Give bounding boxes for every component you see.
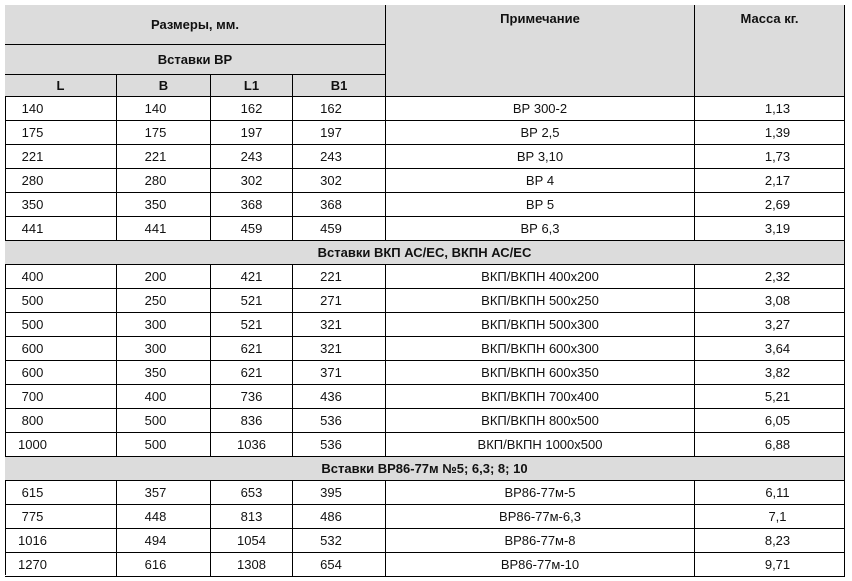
mass-header: Масса кг.: [695, 5, 845, 97]
cell-B: [117, 481, 211, 505]
cell-L1-value: 243: [240, 149, 263, 164]
cell-mass: [695, 433, 845, 457]
cell-B-value: 441: [144, 221, 167, 236]
cell-mass-value: 9,71: [764, 557, 791, 572]
cell-B: [117, 289, 211, 313]
cell-L-value: 441: [21, 221, 44, 236]
cell-mass: [695, 97, 845, 121]
cell-note: [386, 337, 695, 361]
cell-B: [117, 553, 211, 577]
cell-note: [386, 361, 695, 385]
col-header-B: B: [117, 75, 211, 97]
cell-note-value: ВКП/ВКПН 700х400: [481, 389, 599, 404]
cell-B1-value: 162: [320, 101, 342, 116]
cell-mass-value: 1,13: [764, 101, 791, 116]
cell-L1-value: 521: [240, 293, 263, 308]
cell-L: [5, 553, 117, 577]
cell-B1-value: 243: [320, 149, 342, 164]
cell-mass: [695, 385, 845, 409]
cell-B-value: 350: [144, 197, 167, 212]
cell-L-value: 775: [21, 509, 44, 524]
cell-L-value: 800: [21, 413, 44, 428]
cell-mass: [695, 337, 845, 361]
cell-L1-value: 621: [240, 365, 263, 380]
cell-B1: [293, 385, 386, 409]
cell-L: [5, 505, 117, 529]
cell-L1-value: 302: [240, 173, 263, 188]
cell-B: [117, 265, 211, 289]
cell-B1-value: 436: [320, 389, 342, 404]
cell-L: [5, 337, 117, 361]
cell-L: [5, 481, 117, 505]
cell-B1: [293, 433, 386, 457]
cell-B1: [293, 289, 386, 313]
sizes-header: Размеры, мм.: [5, 5, 386, 45]
cell-L1: [211, 289, 293, 313]
cell-L-value: 500: [21, 317, 44, 332]
cell-mass-value: 1,39: [764, 125, 791, 140]
cell-L1-value: 459: [240, 221, 263, 236]
cell-L: [5, 529, 117, 553]
cell-B: [117, 385, 211, 409]
cell-L-value: 140: [21, 101, 44, 116]
cell-B1-value: 532: [320, 533, 342, 548]
cell-L: [5, 145, 117, 169]
cell-note-value: ВКП/ВКПН 400х200: [481, 269, 599, 284]
cell-L1: [211, 145, 293, 169]
cell-note-value: ВР 2,5: [520, 125, 560, 140]
cell-L-value: 1000: [18, 437, 47, 452]
cell-B1: [293, 265, 386, 289]
cell-B: [117, 97, 211, 121]
cell-note-value: ВР 5: [525, 197, 555, 212]
cell-B1-value: 459: [320, 221, 342, 236]
cell-B: [117, 361, 211, 385]
dimensions-table: [5, 5, 845, 575]
cell-mass: [695, 217, 845, 241]
cell-B: [117, 505, 211, 529]
cell-L1: [211, 385, 293, 409]
cell-B1-value: 302: [320, 173, 342, 188]
cell-B1-value: 321: [320, 341, 342, 356]
cell-B1: [293, 121, 386, 145]
cell-note: [386, 505, 695, 529]
cell-L1: [211, 409, 293, 433]
cell-L1: [211, 217, 293, 241]
cell-note-value: ВР86-77м-10: [500, 557, 580, 572]
cell-B-value: 300: [144, 317, 167, 332]
cell-L1-value: 521: [240, 317, 263, 332]
cell-mass: [695, 193, 845, 217]
cell-note-value: ВР 4: [525, 173, 555, 188]
cell-mass-value: 3,27: [764, 317, 791, 332]
cell-L-value: 1270: [18, 557, 47, 572]
cell-B1: [293, 505, 386, 529]
cell-mass-value: 7,1: [768, 509, 787, 524]
cell-mass-value: 6,05: [764, 413, 791, 428]
cell-L1-value: 1308: [237, 557, 266, 572]
cell-mass-value: 6,11: [765, 485, 790, 500]
cell-L: [5, 361, 117, 385]
cell-L-value: 175: [21, 125, 44, 140]
cell-B-value: 357: [144, 485, 167, 500]
cell-B: [117, 409, 211, 433]
cell-note-value: ВР 6,3: [520, 221, 560, 236]
cell-B: [117, 217, 211, 241]
cell-B1: [293, 217, 386, 241]
cell-L1-value: 836: [240, 413, 263, 428]
cell-B1: [293, 409, 386, 433]
cell-mass: [695, 409, 845, 433]
col-header-B1: B1: [293, 75, 386, 97]
cell-B: [117, 193, 211, 217]
cell-L1-value: 421: [240, 269, 263, 284]
cell-B1-value: 271: [320, 293, 342, 308]
cell-L-value: 350: [21, 197, 44, 212]
cell-note: [386, 265, 695, 289]
section-title: Вставки ВКП АС/ЕС, ВКПН АС/ЕС: [5, 241, 845, 265]
cell-note: [386, 193, 695, 217]
cell-B1-value: 221: [320, 269, 342, 284]
cell-note: [386, 313, 695, 337]
cell-B1: [293, 337, 386, 361]
cell-L-value: 700: [21, 389, 44, 404]
cell-L1-value: 813: [240, 509, 263, 524]
cell-B-value: 500: [144, 413, 167, 428]
cell-note-value: ВР 300-2: [512, 101, 568, 116]
cell-mass: [695, 265, 845, 289]
cell-mass: [695, 169, 845, 193]
cell-B1: [293, 97, 386, 121]
cell-L1-value: 1036: [237, 437, 266, 452]
cell-note: [386, 529, 695, 553]
cell-B1: [293, 313, 386, 337]
cell-L1: [211, 193, 293, 217]
cell-L1: [211, 505, 293, 529]
inserts-header: Вставки ВР: [5, 45, 386, 75]
note-header: Примечание: [386, 5, 695, 97]
cell-B-value: 250: [144, 293, 167, 308]
col-header-L1: L1: [211, 75, 293, 97]
cell-B1-value: 654: [320, 557, 342, 572]
cell-mass: [695, 121, 845, 145]
cell-note-value: ВР86-77м-5: [504, 485, 576, 500]
cell-mass-value: 8,23: [764, 533, 791, 548]
cell-L-value: 600: [21, 365, 44, 380]
cell-L: [5, 169, 117, 193]
cell-mass-value: 6,88: [764, 437, 791, 452]
cell-L1-value: 621: [240, 341, 263, 356]
cell-L1-value: 197: [240, 125, 263, 140]
cell-B1: [293, 481, 386, 505]
cell-B-value: 400: [144, 389, 167, 404]
cell-L1: [211, 553, 293, 577]
cell-note: [386, 409, 695, 433]
cell-L1: [211, 313, 293, 337]
cell-note: [386, 433, 695, 457]
cell-note: [386, 289, 695, 313]
cell-B: [117, 121, 211, 145]
cell-B-value: 175: [144, 125, 167, 140]
cell-note: [386, 553, 695, 577]
cell-B1: [293, 553, 386, 577]
cell-mass-value: 2,17: [764, 173, 791, 188]
cell-B1-value: 197: [320, 125, 342, 140]
cell-B1: [293, 145, 386, 169]
cell-B-value: 300: [144, 341, 167, 356]
cell-note-value: ВКП/ВКПН 600х350: [481, 365, 599, 380]
cell-mass-value: 1,73: [764, 149, 791, 164]
cell-B: [117, 169, 211, 193]
cell-L1-value: 1054: [237, 533, 266, 548]
cell-note-value: ВКП/ВКПН 500х300: [481, 317, 599, 332]
cell-mass-value: 3,82: [764, 365, 791, 380]
cell-L1-value: 162: [240, 101, 263, 116]
cell-mass-value: 2,32: [764, 269, 791, 284]
cell-L-value: 280: [21, 173, 44, 188]
cell-mass-value: 3,64: [764, 341, 791, 356]
cell-L-value: 1016: [18, 533, 47, 548]
cell-B-value: 221: [144, 149, 167, 164]
cell-B: [117, 337, 211, 361]
cell-note-value: ВКП/ВКПН 600х300: [481, 341, 599, 356]
cell-B-value: 200: [144, 269, 167, 284]
cell-L1: [211, 481, 293, 505]
cell-note-value: ВКП/ВКПН 800х500: [481, 413, 599, 428]
cell-note: [386, 145, 695, 169]
cell-L1: [211, 265, 293, 289]
cell-note: [386, 97, 695, 121]
cell-note: [386, 121, 695, 145]
cell-L: [5, 97, 117, 121]
cell-B: [117, 145, 211, 169]
cell-L1: [211, 97, 293, 121]
cell-B: [117, 529, 211, 553]
cell-L1: [211, 121, 293, 145]
cell-L: [5, 193, 117, 217]
cell-mass-value: 5,21: [764, 389, 791, 404]
cell-B: [117, 433, 211, 457]
cell-B-value: 494: [144, 533, 167, 548]
cell-note: [386, 385, 695, 409]
cell-L-value: 615: [21, 485, 44, 500]
cell-B-value: 500: [144, 437, 167, 452]
cell-mass: [695, 481, 845, 505]
cell-L-value: 400: [21, 269, 44, 284]
cell-B: [117, 313, 211, 337]
cell-B-value: 280: [144, 173, 167, 188]
cell-mass-value: 3,08: [764, 293, 791, 308]
cell-mass: [695, 553, 845, 577]
cell-B1-value: 321: [320, 317, 342, 332]
cell-L: [5, 289, 117, 313]
cell-L: [5, 409, 117, 433]
cell-L1-value: 736: [240, 389, 263, 404]
cell-B1-value: 371: [320, 365, 342, 380]
cell-B-value: 350: [144, 365, 167, 380]
cell-L-value: 221: [21, 149, 44, 164]
cell-L: [5, 217, 117, 241]
cell-note-value: ВКП/ВКПН 500х250: [481, 293, 599, 308]
cell-note: [386, 217, 695, 241]
cell-mass-value: 2,69: [764, 197, 791, 212]
cell-L1: [211, 169, 293, 193]
cell-L: [5, 121, 117, 145]
cell-B1: [293, 361, 386, 385]
cell-B1-value: 368: [320, 197, 342, 212]
cell-mass: [695, 145, 845, 169]
cell-B1-value: 536: [320, 413, 342, 428]
cell-L: [5, 433, 117, 457]
cell-L1: [211, 361, 293, 385]
cell-note-value: ВР 3,10: [516, 149, 564, 164]
cell-mass: [695, 313, 845, 337]
cell-B1-value: 486: [320, 509, 342, 524]
cell-note-value: ВКП/ВКПН 1000х500: [477, 437, 603, 452]
cell-L1-value: 653: [240, 485, 263, 500]
cell-B1: [293, 529, 386, 553]
cell-note: [386, 169, 695, 193]
cell-B1: [293, 193, 386, 217]
cell-L1: [211, 337, 293, 361]
cell-mass-value: 3,19: [764, 221, 791, 236]
cell-note-value: ВР86-77м-8: [504, 533, 576, 548]
cell-B-value: 616: [144, 557, 167, 572]
cell-note-value: ВР86-77м-6,3: [499, 509, 581, 524]
cell-B-value: 448: [144, 509, 167, 524]
cell-L1-value: 368: [240, 197, 263, 212]
cell-L: [5, 313, 117, 337]
cell-mass: [695, 289, 845, 313]
cell-note: [386, 481, 695, 505]
cell-B1: [293, 169, 386, 193]
cell-B1-value: 536: [320, 437, 342, 452]
cell-B-value: 140: [144, 101, 167, 116]
section-title: Вставки ВР86-77м №5; 6,3; 8; 10: [5, 457, 845, 481]
col-header-L: L: [5, 75, 117, 97]
cell-B1-value: 395: [320, 485, 342, 500]
cell-L: [5, 265, 117, 289]
cell-L: [5, 385, 117, 409]
cell-L-value: 600: [21, 341, 44, 356]
cell-mass: [695, 361, 845, 385]
cell-mass: [695, 505, 845, 529]
cell-mass: [695, 529, 845, 553]
cell-L-value: 500: [21, 293, 44, 308]
cell-L1: [211, 529, 293, 553]
cell-L1: [211, 433, 293, 457]
